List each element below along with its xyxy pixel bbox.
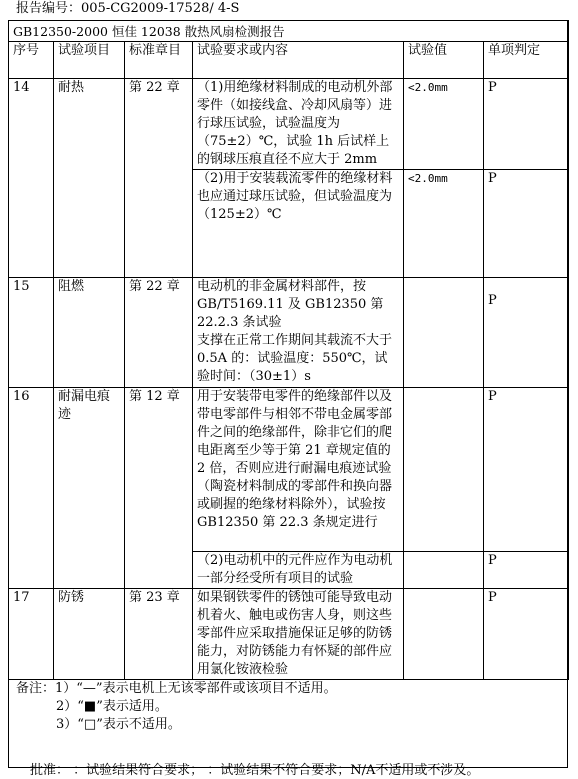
report-number: 报告编号：005-CG2009-17528/ 4-S (16, 1, 240, 16)
row-16-value-1 (404, 388, 484, 552)
row-15-verdict: P (484, 278, 569, 388)
row-16-requirement-2: （2)电动机中的元件应作为电动机一部分经受所有项目的试验 (193, 552, 404, 589)
row-14-item: 耐热 (54, 79, 125, 278)
table-row-16a (9, 388, 569, 552)
col-header-value: 试验值 (404, 42, 484, 79)
row-17-no: 17 (9, 589, 54, 680)
col-header-no: 序号 (9, 42, 54, 79)
row-16-clause: 第 12 章 (125, 388, 193, 589)
notes-label: 备注： (16, 681, 56, 696)
row-15-clause: 第 22 章 (125, 278, 193, 388)
row-14-requirement-1: （1)用绝缘材料制成的电动机外部零件（如接线盒、冷却风扇等）进行球压试验，试验温度为（75±2）℃，试验 1h 后试样上的钢球压痕直径不应大于 2mm (193, 79, 404, 170)
row-16-no: 16 (9, 388, 54, 589)
row-16-requirement-1: 用于安装带电零件的绝缘部件以及带电零部件与相邻不带电金属零部件之间的绝缘部件，除非它们的爬电距离至少等于第 21 章规定值的 2 倍，否则应进行耐漏电痕迹试验（陶瓷材料制成的零部件和换向器或刷握的绝缘材料除外），试验按 GB12350 第 22.3 条规定进行 (193, 388, 404, 552)
row-17-requirement: 如果钢铁零件的锈蚀可能导致电动机着火、触电或伤害人身，则这些零部件应采取措施保证足够的防锈能力，对防锈能力有怀疑的部件应用氯化铵液检验 (193, 589, 404, 680)
table-row-15 (9, 278, 569, 388)
row-14-requirement-2: （2)用于安装载流零件的绝缘材料也应通过球压试验，但试验温度为（125±2）℃ (193, 170, 404, 278)
row-14-no: 14 (9, 79, 54, 278)
row-14-verdict-2: P (484, 170, 569, 278)
row-14-verdict-1: P (484, 79, 569, 170)
table-row-17 (9, 589, 569, 680)
col-header-clause: 标准章目 (125, 42, 193, 79)
test-report-table (8, 20, 569, 680)
row-14-value-2: <2.0mm (404, 170, 484, 278)
col-header-item: 试验项目 (54, 42, 125, 79)
row-15-requirement (193, 278, 404, 388)
row-16-item: 耐漏电痕迹 (54, 388, 125, 589)
table-row-14a (9, 79, 569, 170)
note-1: 备注：1）“—”表示电机上无该零部件或该项目不适用。 (16, 681, 337, 696)
row-17-item: 防锈 (54, 589, 125, 680)
row-15-value (404, 278, 484, 388)
row-16-verdict-2: P (484, 552, 569, 589)
col-header-requirement: 试验要求或内容 (193, 42, 404, 79)
col-header-verdict: 单项判定 (484, 42, 569, 79)
document-title: GB12350-2000 恒佳 12038 散热风扇检测报告 (9, 21, 569, 42)
note-2: 2）“■”表示适用。 (56, 699, 168, 714)
note-3: 3）“□”表示不适用。 (56, 717, 181, 732)
row-15-no: 15 (9, 278, 54, 388)
page-footer: 批准： ：试验结果符合要求； ：试验结果不符合要求；N/A不适用或不涉及。 (30, 763, 480, 778)
row-16-verdict-1: P (484, 388, 569, 552)
row-16-value-2 (404, 552, 484, 589)
row-15-requirement-a: 电动机的非金属材料部件，按 GB/T5169.11 及 GB12350 第 22.2.3 条试验 (197, 279, 384, 330)
row-17-value (404, 589, 484, 680)
row-14-value-1: <2.0mm (404, 79, 484, 170)
row-17-verdict: P (484, 589, 569, 680)
row-14-clause: 第 22 章 (125, 79, 193, 278)
notes-section (8, 680, 568, 734)
row-15-requirement-b: 支撑在正常工作期间其载流不大于 0.5A 的：试验温度：550℃，试验时间：（30±1）s (197, 333, 393, 384)
row-15-item: 阻燃 (54, 278, 125, 388)
row-17-clause: 第 23 章 (125, 589, 193, 680)
header-row (9, 42, 569, 79)
title-row (9, 21, 569, 42)
